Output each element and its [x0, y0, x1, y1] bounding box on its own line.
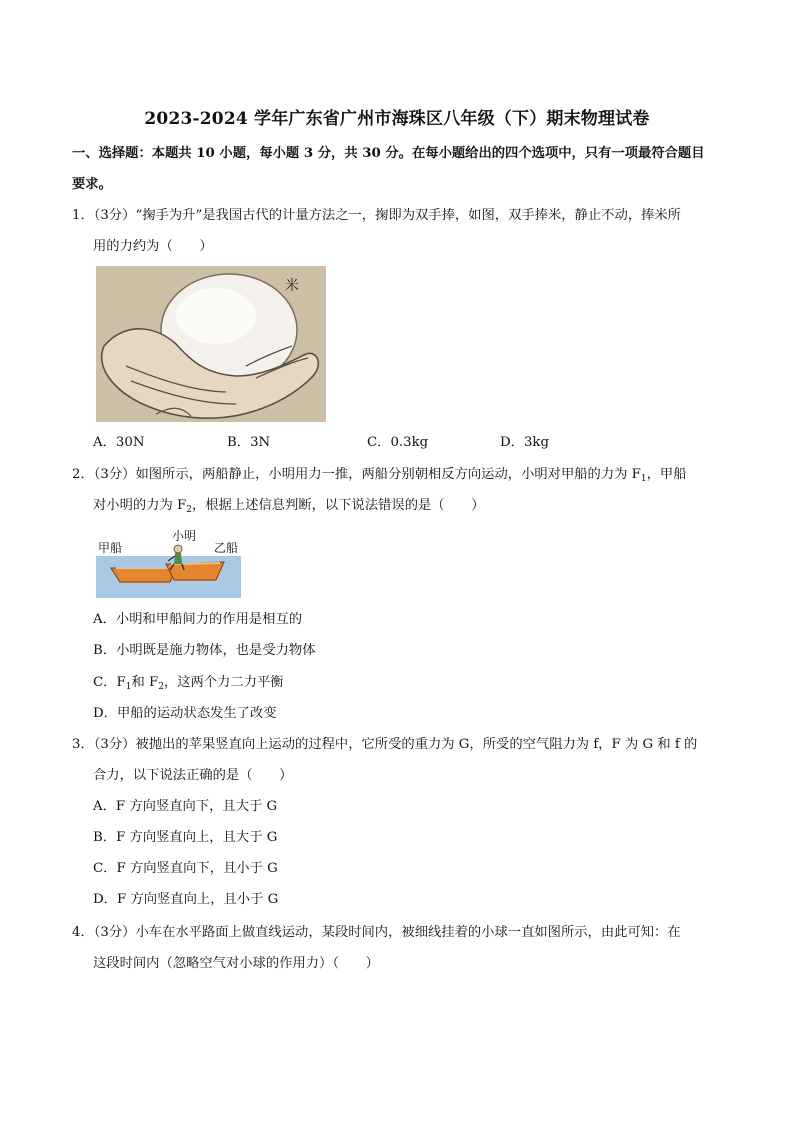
exam-title: 2023-2024 学年广东省广州市海珠区八年级（下）期末物理试卷 [144, 109, 650, 129]
q3-option-c: C．F 方向竖直向下，且小于 G [93, 861, 278, 876]
q2-stem-line2 [93, 497, 485, 519]
section-heading-line1: 一、选择题：本题共 10 小题，每小题 3 分，共 30 分。在每小题给出的四个选项中，只有一项最符合题目 [72, 146, 705, 161]
q2-stem-line1-text: 2．（3分）如图所示，两船静止，小明用力一推，两船分别朝相反方向运动，小明对甲船的力为 F [72, 467, 641, 482]
q1-stem-line2: 用的力约为（ ） [93, 239, 213, 254]
boat-a-label: 甲船 [98, 541, 123, 555]
q1-option-c: C．0.3kg [367, 435, 429, 450]
rice-label: 米 [285, 278, 299, 294]
q3-option-b: B．F 方向竖直向上，且大于 G [93, 830, 278, 845]
q2-option-c-text: 和 F [131, 675, 159, 690]
hands-holding-rice-figure [96, 266, 326, 422]
q2-option-d: D．甲船的运动状态发生了改变 [93, 706, 277, 721]
q4-stem-line1: 4．（3分）小车在水平路面上做直线运动，某段时间内，被细线挂着的小球一直如图所示，由此可知：在 [72, 925, 681, 940]
person-label: 小明 [172, 529, 197, 543]
subscript: 2 [186, 505, 192, 515]
q2-option-c-text: ，这两个力二力平衡 [163, 675, 284, 690]
q3-option-d: D．F 方向竖直向上，且小于 G [93, 892, 279, 907]
q3-option-a: A．F 方向竖直向下，且大于 G [93, 799, 278, 814]
q2-stem-line2-text: 对小明的力为 F [93, 498, 187, 513]
q1-stem-line1: 1．（3分）“掬手为升”是我国古代的计量方法之一，掬即为双手捧，如图，双手捧米，静止不动，捧米所 [72, 208, 681, 223]
subscript: 1 [125, 682, 132, 692]
q2-stem-line1 [72, 466, 687, 488]
q2-stem-line1-tail: ，甲船 [646, 467, 687, 482]
two-boats-figure [96, 528, 241, 598]
boat-b-label: 乙船 [214, 541, 239, 555]
q2-option-c [93, 674, 284, 696]
q2-option-c-text: C．F [93, 675, 126, 690]
q1-option-b: B．3N [227, 435, 271, 450]
subscript: 1 [640, 474, 647, 484]
q4-stem-line2: 这段时间内（忽略空气对小球的作用力）（ ） [93, 956, 379, 971]
subscript: 2 [158, 682, 164, 692]
q2-option-b: B．小明既是施力物体，也是受力物体 [93, 643, 316, 658]
q1-option-a: A．30N [93, 435, 145, 450]
q2-stem-line2-tail: ，根据上述信息判断，以下说法错误的是（ ） [191, 498, 485, 513]
section-heading-line2: 要求。 [72, 177, 112, 192]
q1-option-d: D．3kg [500, 435, 549, 450]
q2-option-a: A．小明和甲船间力的作用是相互的 [93, 612, 303, 627]
q3-stem-line1: 3．（3分）被抛出的苹果竖直向上运动的过程中，它所受的重力为 G，所受的空气阻力为 f，F 为 G 和 f 的 [72, 737, 698, 752]
q3-stem-line2: 合力，以下说法正确的是（ ） [93, 768, 293, 783]
